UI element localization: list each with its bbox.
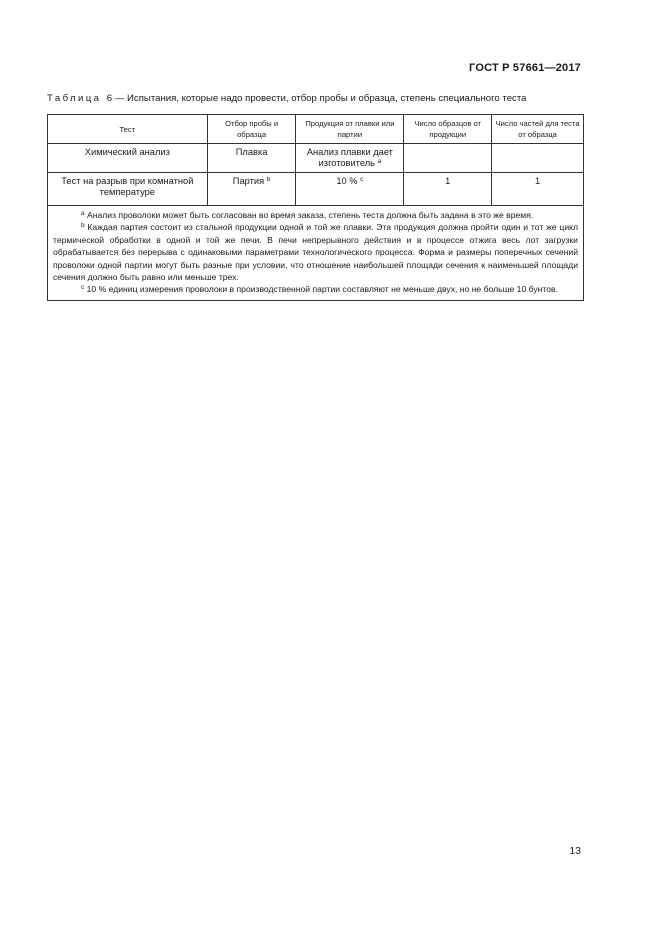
- cell-parts: [492, 144, 584, 173]
- document-code: ГОСТ Р 57661—2017: [469, 62, 581, 74]
- cell-sampling: [207, 144, 296, 173]
- table-row: [48, 144, 584, 173]
- table-caption-number: 6: [106, 93, 113, 104]
- footnote-ref-c: c: [360, 176, 364, 183]
- footnote-mark-a: a: [81, 210, 85, 217]
- cell-samples: [404, 144, 492, 173]
- table-row: [48, 173, 584, 206]
- table-caption-text: — Испытания, которые надо провести, отбор пробы и образца, степень специального теста: [112, 93, 527, 104]
- table-notes-row: [48, 206, 584, 301]
- cell-product-text: Анализ плавки дает изготовитель: [306, 147, 393, 168]
- cell-product-text: 10 %: [336, 176, 358, 186]
- cell-sampling-text: Плавка: [235, 147, 268, 157]
- cell-product: [296, 144, 404, 173]
- footnote-mark-c: c: [81, 284, 85, 292]
- footnote-c: [53, 283, 578, 295]
- footnote-text-b: Каждая партия состоит из стальной продукции одной и той же плавки. Эта продукция должна пройти один и тот же цикл термической обработки в одной и той же печи. В печи непрерывного действия и в процессе отжига весь лот загрузки обрабатывается без перерыва с одинаковыми параметрами технологического процесса. Форма и размеры поперечных сечений проволоки одной партии могут быть разные при условии, что отношение наибольшей площади сечения к наименьшей площади сечения должно быть равно или меньше трех.: [53, 222, 578, 283]
- tests-table: [47, 114, 584, 301]
- table-caption-label: Таблица: [47, 93, 102, 104]
- footnote-ref-b: b: [266, 176, 271, 183]
- column-header-samples: Число образцов от продукции: [404, 115, 492, 144]
- footnote-b: [53, 221, 578, 283]
- cell-sampling-text: Партия: [232, 176, 265, 186]
- footnote-ref-a: a: [377, 158, 382, 165]
- table-header-row: [48, 115, 584, 144]
- cell-test: Тест на разрыв при комнатной температуре: [48, 173, 208, 206]
- page-number: 13: [569, 845, 581, 857]
- column-header-product: Продукция от плавки или партии: [296, 115, 404, 144]
- footnote-text-a: Анализ проволоки может быть согласован во время заказа, степень теста должна быть задана в это же время.: [84, 210, 534, 220]
- column-header-parts: Число частей для теста от образца: [492, 115, 584, 144]
- column-header-sampling: Отбор пробы и образца: [207, 115, 296, 144]
- cell-test: Химический анализ: [48, 144, 208, 173]
- footnote-mark-b: b: [81, 222, 85, 230]
- cell-product: [296, 173, 404, 206]
- footnote-text-c: 10 % единиц измерения проволоки в производственной партии составляют не меньше двух, но не больше 10 бунтов.: [84, 284, 558, 295]
- cell-samples: 1: [404, 173, 492, 206]
- cell-sampling: [207, 173, 296, 206]
- cell-parts: 1: [492, 173, 584, 206]
- column-header-test: Тест: [48, 115, 208, 144]
- table-caption: [47, 93, 587, 104]
- table-notes: [48, 206, 584, 301]
- footnote-a: [53, 209, 578, 221]
